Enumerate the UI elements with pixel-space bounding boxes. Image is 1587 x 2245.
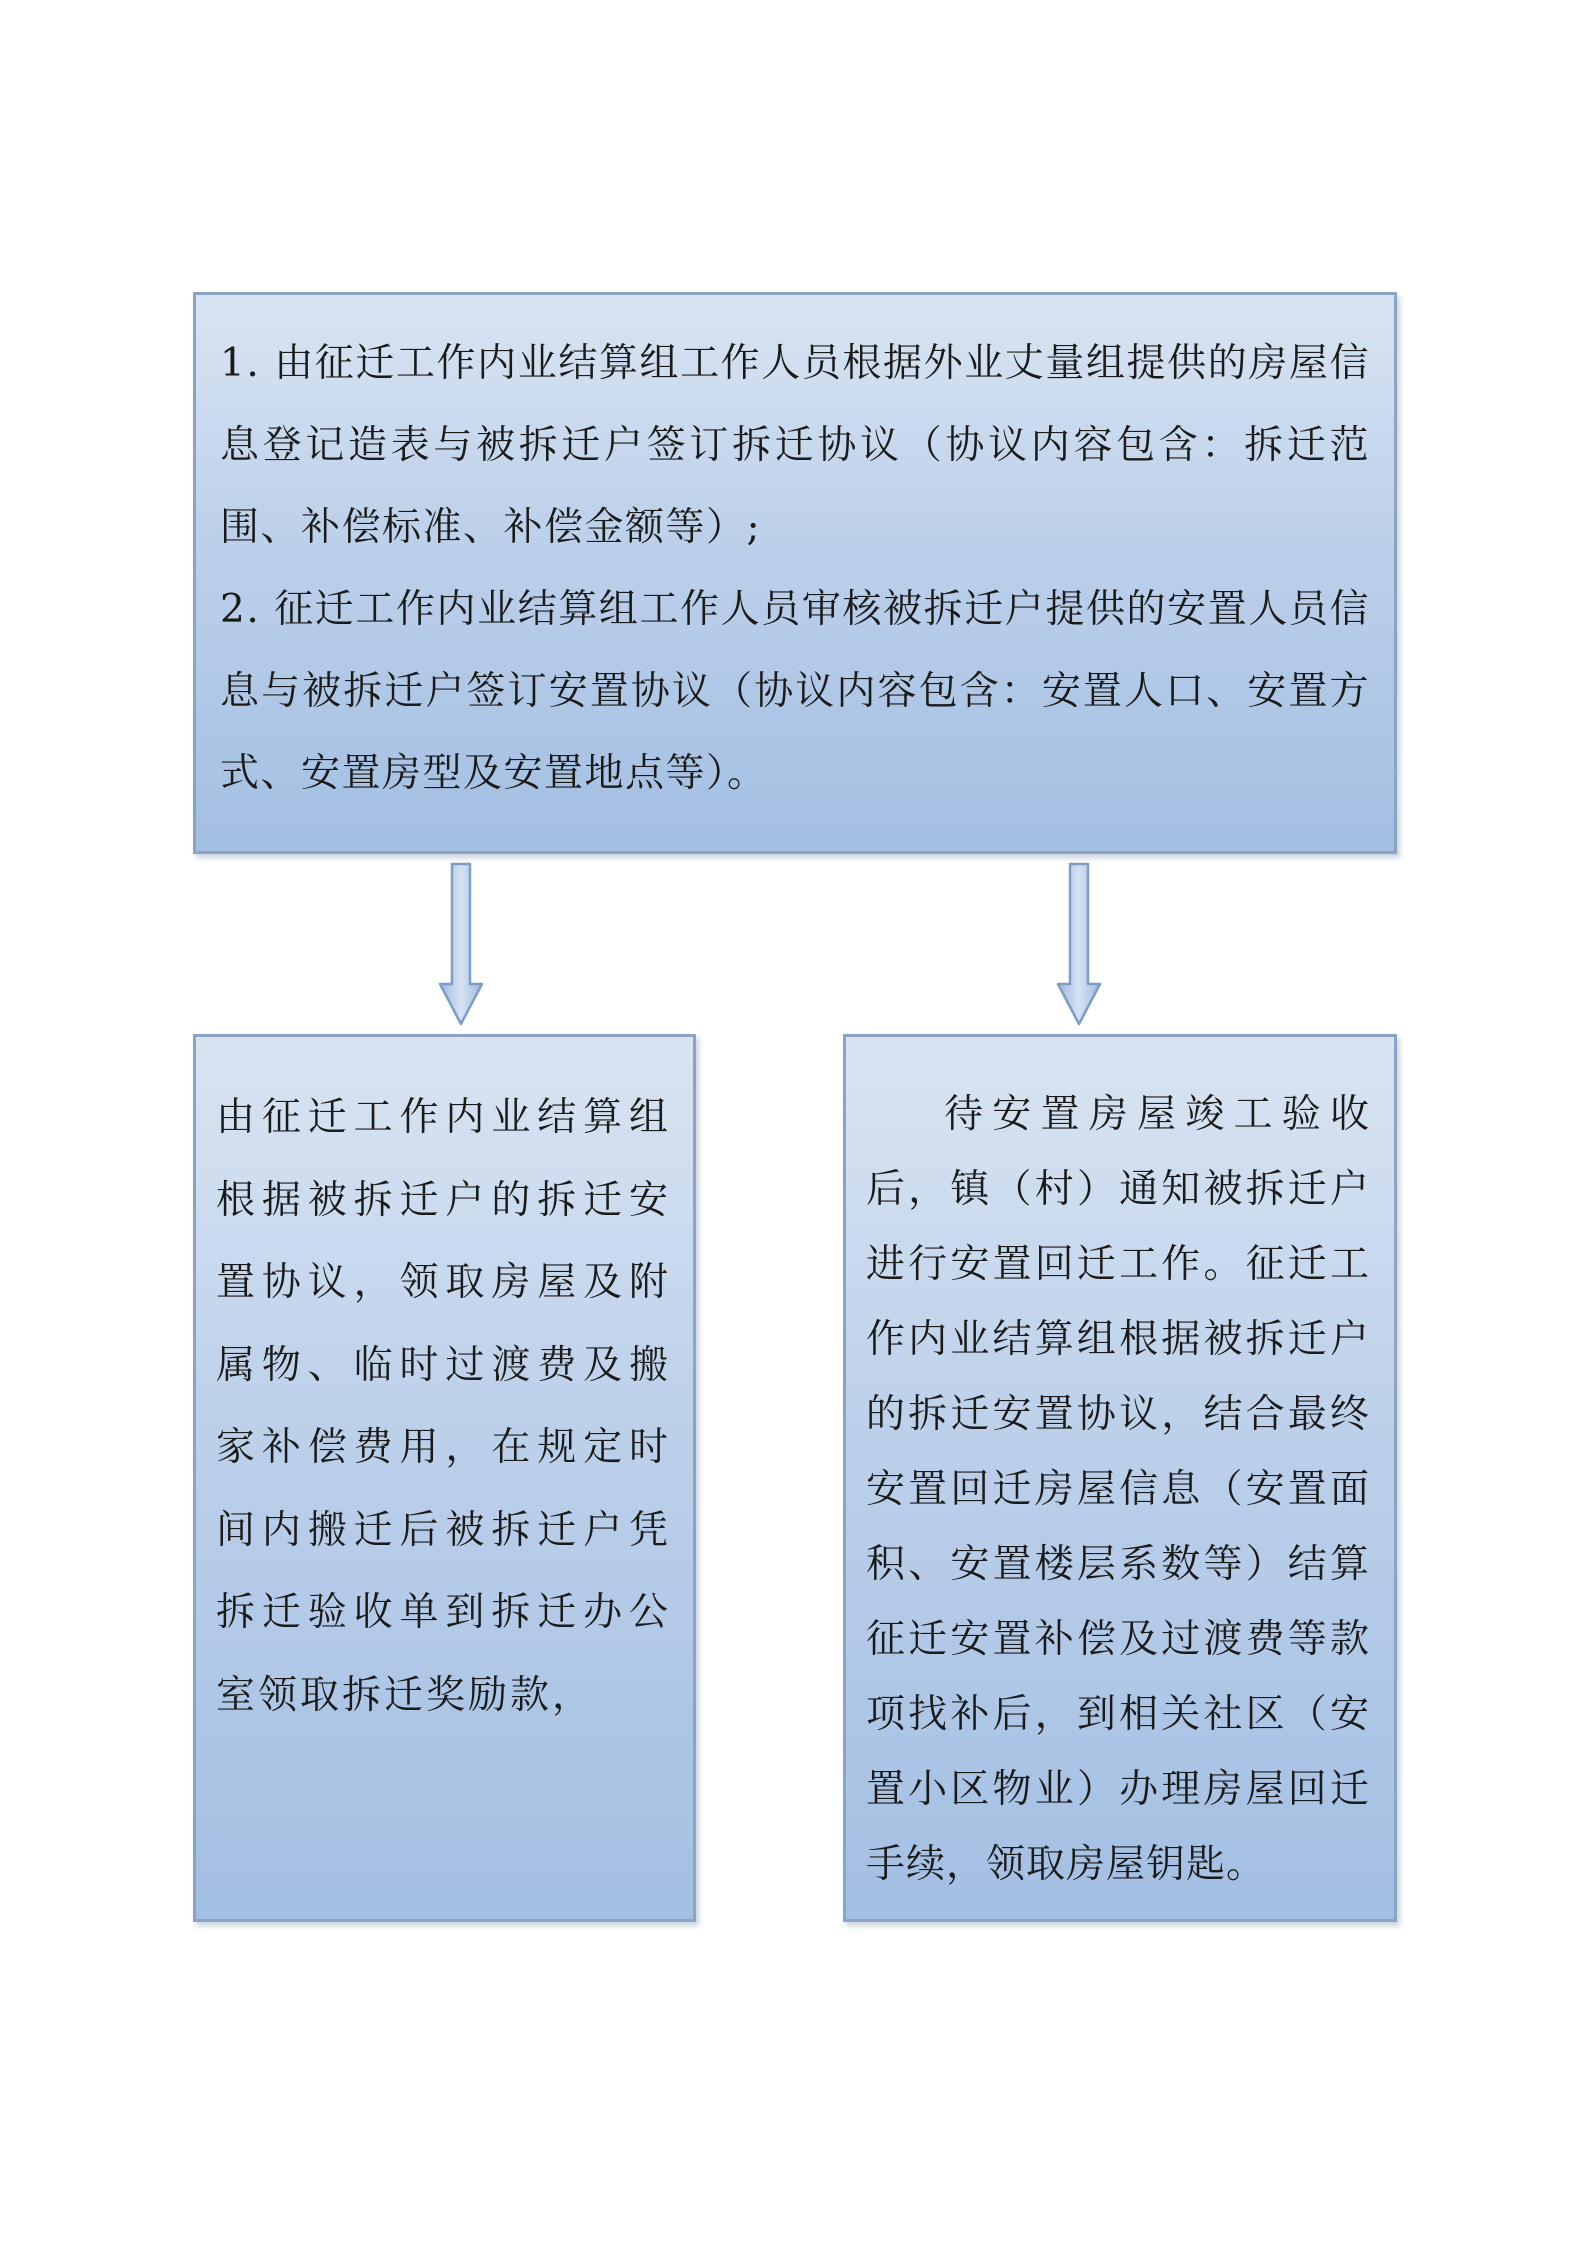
top-process-box [193,292,1397,854]
top-item-1: 1. 由征迁工作内业结算组工作人员根据外业丈量组提供的房屋信息登记造表与被拆迁户签订拆迁协议（协议内容包含：拆迁范围、补偿标准、补偿金额等）; [220,341,1370,550]
left-box-text: 由征迁工作内业结算组根据被拆迁户的拆迁安置协议，领取房屋及附属物、临时过渡费及搬家补偿费用，在规定时间内搬迁后被拆迁户凭拆迁验收单到拆迁办公室领取拆迁奖励款， [216,1095,671,1718]
right-process-box [843,1034,1397,1922]
top-item-2: 2. 征迁工作内业结算组工作人员审核被拆迁户提供的安置人员信息与被拆迁户签订安置协议（协议内容包含：安置人口、安置方式、安置房型及安置地点等）。 [220,587,1370,796]
left-process-box [193,1034,696,1922]
right-box-text: 待安置房屋竣工验收后，镇（村）通知被拆迁户进行安置回迁工作。征迁工作内业结算组根据被拆迁户的拆迁安置协议，结合最终安置回迁房屋信息（安置面积、安置楼层系数等）结算征迁安置补偿及过渡费等款项找补后，到相关社区（安置小区物业）办理房屋回迁手续，领取房屋钥匙。 [866,1092,1370,1887]
arrow-down-right-icon [1056,862,1102,1028]
arrow-down-left-icon [438,862,484,1028]
